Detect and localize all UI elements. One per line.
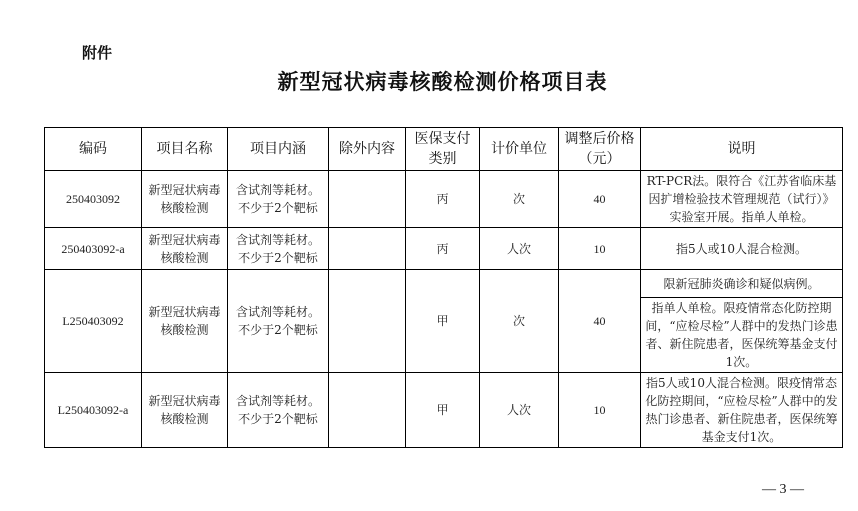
table-header-row [45, 128, 843, 171]
cell-price: 40 [559, 171, 641, 228]
cell-unit: 次 [480, 270, 559, 373]
table-row [45, 171, 843, 228]
cell-content: 含试剂等耗材。不少于2个靶标 [228, 270, 329, 373]
cell-note: 指5人或10人混合检测。 [641, 228, 843, 270]
cell-price: 10 [559, 228, 641, 270]
cell-excluded [329, 270, 406, 373]
cell-code: 250403092 [45, 171, 142, 228]
header-unit: 计价单位 [480, 128, 559, 171]
cell-name: 新型冠状病毒核酸检测 [142, 228, 228, 270]
cell-code: L250403092-a [45, 373, 142, 448]
header-name: 项目名称 [142, 128, 228, 171]
annex-label: 附件 [82, 44, 113, 62]
header-excluded: 除外内容 [329, 128, 406, 171]
cell-unit: 人次 [480, 373, 559, 448]
cell-excluded [329, 228, 406, 270]
cell-note: 指5人或10人混合检测。限疫情常态化防控期间，“应检尽检”人群中的发热门诊患者、新住院患者，医保统筹基金支付1次。 [641, 373, 843, 448]
cell-insurance: 丙 [406, 228, 480, 270]
cell-code: 250403092-a [45, 228, 142, 270]
header-code: 编码 [45, 128, 142, 171]
cell-insurance: 丙 [406, 171, 480, 228]
cell-excluded [329, 373, 406, 448]
page-number: — 3 — [762, 482, 804, 497]
cell-excluded [329, 171, 406, 228]
price-table [44, 127, 843, 448]
cell-name: 新型冠状病毒核酸检测 [142, 171, 228, 228]
cell-insurance: 甲 [406, 373, 480, 448]
cell-code: L250403092 [45, 270, 142, 373]
header-price: 调整后价格（元） [559, 128, 641, 171]
page-title: 新型冠状病毒核酸检测价格项目表 [277, 69, 608, 94]
cell-price: 10 [559, 373, 641, 448]
header-insurance: 医保支付类别 [406, 128, 480, 171]
cell-name: 新型冠状病毒核酸检测 [142, 270, 228, 373]
header-note: 说明 [641, 128, 843, 171]
header-content: 项目内涵 [228, 128, 329, 171]
table-row [45, 270, 843, 298]
cell-price: 40 [559, 270, 641, 373]
cell-note: RT-PCR法。限符合《江苏省临床基因扩增检验技术管理规范（试行）》实验室开展。指单人单检。 [641, 171, 843, 228]
cell-unit: 人次 [480, 228, 559, 270]
cell-content: 含试剂等耗材。不少于2个靶标 [228, 171, 329, 228]
cell-content: 含试剂等耗材。不少于2个靶标 [228, 373, 329, 448]
cell-content: 含试剂等耗材。不少于2个靶标 [228, 228, 329, 270]
cell-note-secondary: 指单人单检。限疫情常态化防控期间，“应检尽检”人群中的发热门诊患者、新住院患者，医保统筹基金支付1次。 [641, 298, 843, 373]
cell-unit: 次 [480, 171, 559, 228]
cell-insurance: 甲 [406, 270, 480, 373]
cell-note-primary: 限新冠肺炎确诊和疑似病例。 [641, 270, 843, 298]
table-row [45, 373, 843, 448]
table-row [45, 228, 843, 270]
cell-name: 新型冠状病毒核酸检测 [142, 373, 228, 448]
